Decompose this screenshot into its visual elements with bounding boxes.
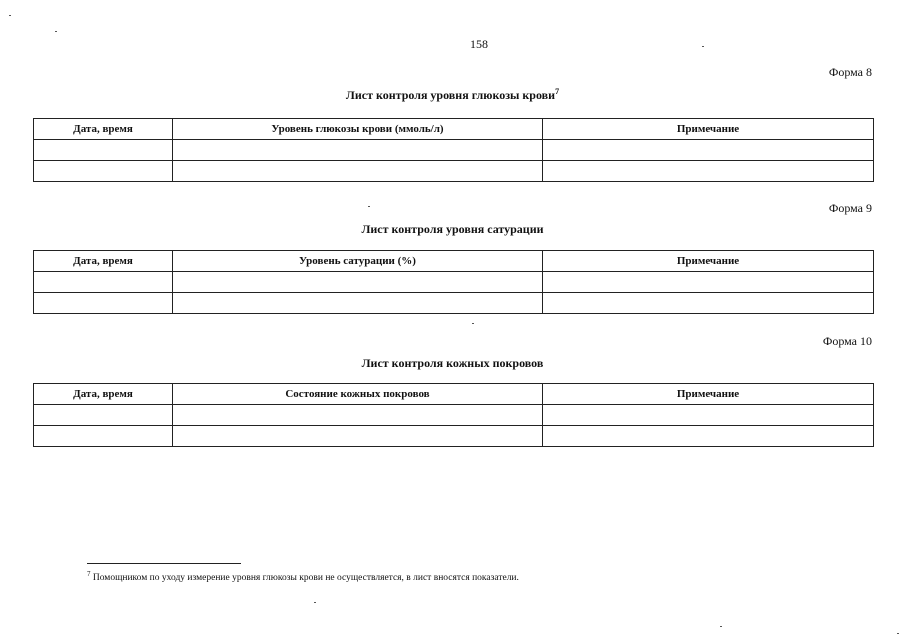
glucose-log-table	[33, 118, 874, 182]
scan-speck	[9, 15, 11, 16]
table-row	[34, 293, 874, 314]
scan-speck	[314, 602, 316, 603]
table-cell	[34, 272, 173, 293]
saturation-log-table	[33, 250, 874, 314]
table-cell	[173, 426, 543, 447]
table-cell	[173, 293, 543, 314]
table-header-row	[34, 251, 874, 272]
footnote	[87, 570, 519, 583]
form-title-10: Лист контроля кожных покровов	[361, 356, 544, 370]
table-cell	[173, 272, 543, 293]
scan-speck	[720, 626, 722, 627]
footnote-marker: 7	[87, 570, 91, 578]
skin-log-table	[33, 383, 874, 447]
column-header-glucose: Уровень глюкозы крови (ммоль/л)	[173, 119, 543, 140]
table-cell	[34, 405, 173, 426]
table-row	[34, 426, 874, 447]
column-header-note: Примечание	[543, 119, 874, 140]
table-cell	[543, 405, 874, 426]
footnote-ref-marker: 7	[555, 87, 560, 96]
table-cell	[543, 426, 874, 447]
form-title-8-text: Лист контроля уровня глюкозы крови	[345, 88, 556, 102]
scan-speck	[55, 31, 57, 32]
table-cell	[173, 405, 543, 426]
table-header-row	[34, 384, 874, 405]
table-row	[34, 272, 874, 293]
form-label-9: Форма 9	[828, 201, 872, 215]
table-row	[34, 161, 874, 182]
scan-speck	[702, 46, 704, 47]
column-header-note: Примечание	[543, 384, 874, 405]
column-header-skin: Состояние кожных покровов	[173, 384, 543, 405]
table-cell	[543, 272, 874, 293]
column-header-date: Дата, время	[34, 119, 173, 140]
scan-speck	[472, 323, 474, 324]
column-header-date: Дата, время	[34, 384, 173, 405]
column-header-saturation: Уровень сатурации (%)	[173, 251, 543, 272]
table-cell	[173, 140, 543, 161]
scan-speck	[368, 206, 370, 207]
table-cell	[34, 140, 173, 161]
form-title-8	[0, 88, 905, 103]
column-header-date: Дата, время	[34, 251, 173, 272]
table-header-row	[34, 119, 874, 140]
footnote-text: Помощником по уходу измерение уровня глюкозы крови не осуществляется, в лист вносятся показатели.	[92, 573, 519, 584]
table-cell	[34, 293, 173, 314]
table-cell	[543, 140, 874, 161]
table-cell	[34, 161, 173, 182]
table-cell	[173, 161, 543, 182]
scan-speck	[897, 633, 899, 634]
table-cell	[543, 161, 874, 182]
footnote-divider	[87, 563, 241, 564]
form-title-9: Лист контроля уровня сатурации	[361, 222, 544, 236]
page-number: 158	[470, 37, 488, 51]
table-row	[34, 140, 874, 161]
form-label-10: Форма 10	[822, 334, 872, 348]
form-label-8: Форма 8	[828, 65, 872, 79]
table-cell	[543, 293, 874, 314]
table-cell	[34, 426, 173, 447]
table-row	[34, 405, 874, 426]
column-header-note: Примечание	[543, 251, 874, 272]
